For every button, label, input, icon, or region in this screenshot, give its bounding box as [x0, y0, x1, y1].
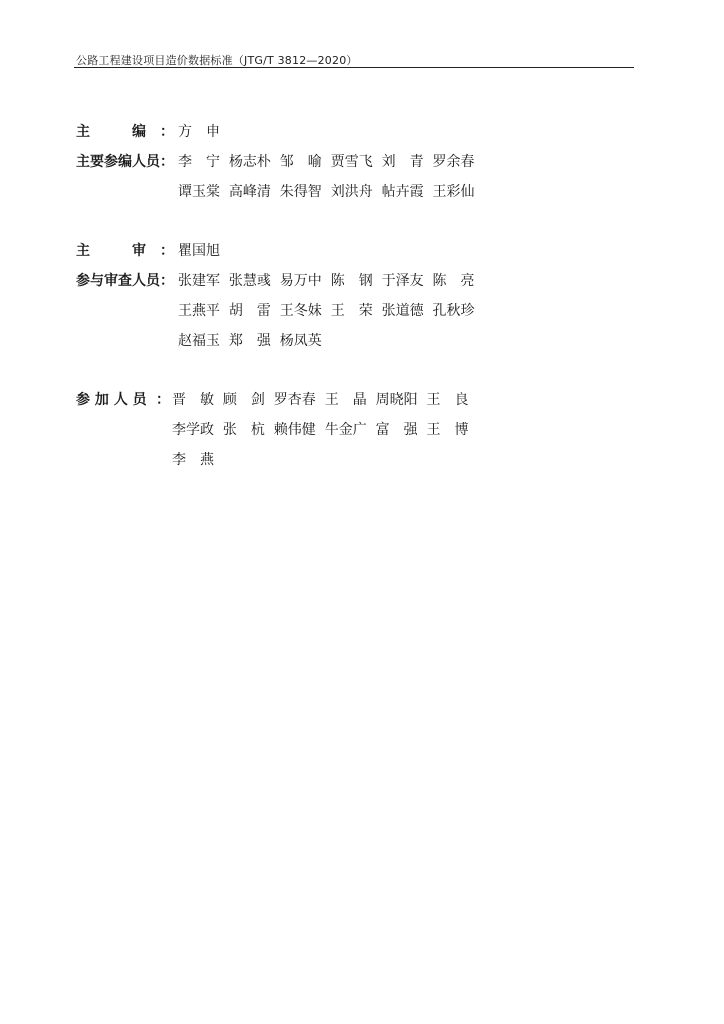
running-header: 公路工程建设项目造价数据标准（JTG/T 3812—2020） [76, 54, 358, 67]
chief-editor-label: 主 编 [76, 124, 146, 140]
chief-reviewer-names: 瞿国旭 [178, 243, 220, 259]
participating-editors-line-2: 谭玉棠 高峰清 朱得智 刘洪舟 帖卉霞 王彩仙 [178, 184, 475, 200]
colon: ： [160, 154, 174, 170]
colon: ： [156, 392, 170, 408]
review-participants-line-1: 张建军 张慧彧 易万中 陈 钢 于泽友 陈 亮 [178, 273, 475, 289]
header-rule [74, 67, 634, 68]
review-participants-line-2: 王燕平 胡 雷 王冬妹 王 荣 张道德 孔秋珍 [178, 303, 475, 319]
attendees-label: 参 加 人 员 [76, 392, 147, 408]
colon: ： [160, 273, 174, 289]
chief-reviewer-label: 主 审 [76, 243, 146, 259]
attendees-line-2: 李学政 张 杭 赖伟健 牛金广 富 强 王 博 [172, 422, 469, 438]
attendees-line-3: 李 燕 [172, 452, 214, 468]
review-participants-label: 参与审查人员 [76, 273, 160, 289]
participating-editors-label: 主要参编人员 [76, 154, 160, 170]
colon: ： [160, 243, 174, 259]
chief-editor-names: 方 申 [178, 124, 220, 140]
participating-editors-line-1: 李 宁 杨志朴 邹 喻 贾雪飞 刘 青 罗余春 [178, 154, 475, 170]
colon: ： [160, 124, 174, 140]
review-participants-line-3: 赵福玉 郑 强 杨凤英 [178, 333, 322, 349]
attendees-line-1: 晋 敏 顾 剑 罗杏春 王 晶 周晓阳 王 良 [172, 392, 469, 408]
